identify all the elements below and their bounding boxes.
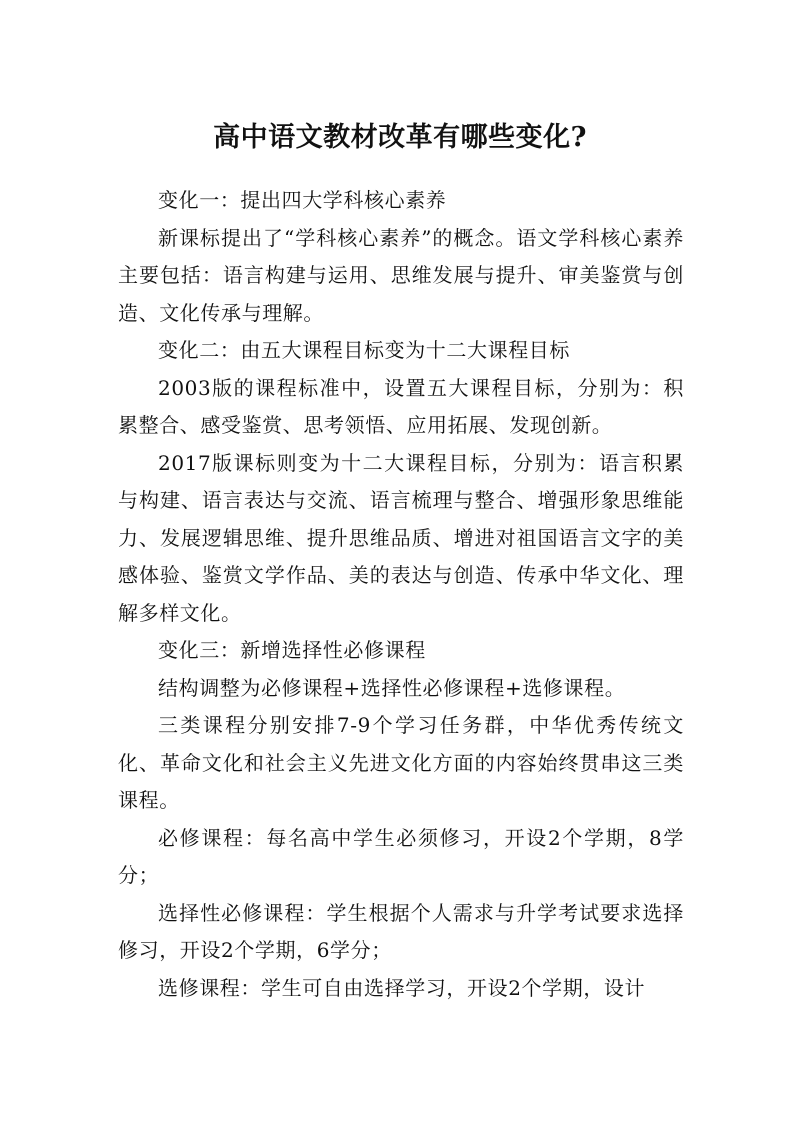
document-body: [118, 182, 684, 1007]
heading-change-2: 变化二：由五大课程目标变为十二大课程目标: [158, 338, 570, 362]
paragraph: 2017版课标则变为十二大课程目标，分别为：语言积累与构建、语言表达与交流、语言梳理与整合、增强形象思维能力、发展逻辑思维、提升思维品质、增进对祖国语言文字的美感体验、鉴赏文学作品、美的表达与创造、传承中华文化、理解多样文化。: [118, 450, 684, 625]
paragraph: 三类课程分别安排7-9个学习任务群，中华优秀传统文化、革命文化和社会主义先进文化方面的内容始终贯串这三类课程。: [118, 713, 684, 812]
paragraph: 必修课程：每名高中学生必须修习，开设2个学期，8学分；: [118, 825, 684, 887]
paragraph: 结构调整为必修课程+选择性必修课程+选修课程。: [158, 675, 626, 700]
document-title: 高中语文教材改革有哪些变化?: [213, 122, 587, 154]
heading-change-1: 变化一：提出四大学科核心素养: [158, 188, 447, 212]
paragraph: 选修课程：学生可自由选择学习，开设2个学期，设计: [158, 975, 646, 1000]
heading-change-3: 变化三：新增选择性必修课程: [158, 638, 426, 662]
paragraph: 2003版的课程标准中，设置五大课程目标，分别为：积累整合、感受鉴赏、思考领悟、应用拓展、发现创新。: [118, 375, 684, 437]
paragraph: 新课标提出了“学科核心素养”的概念。语文学科核心素养主要包括：语言构建与运用、思维发展与提升、审美鉴赏与创造、文化传承与理解。: [118, 225, 684, 325]
paragraph: 选择性必修课程：学生根据个人需求与升学考试要求选择修习，开设2个学期，6学分；: [118, 900, 684, 962]
